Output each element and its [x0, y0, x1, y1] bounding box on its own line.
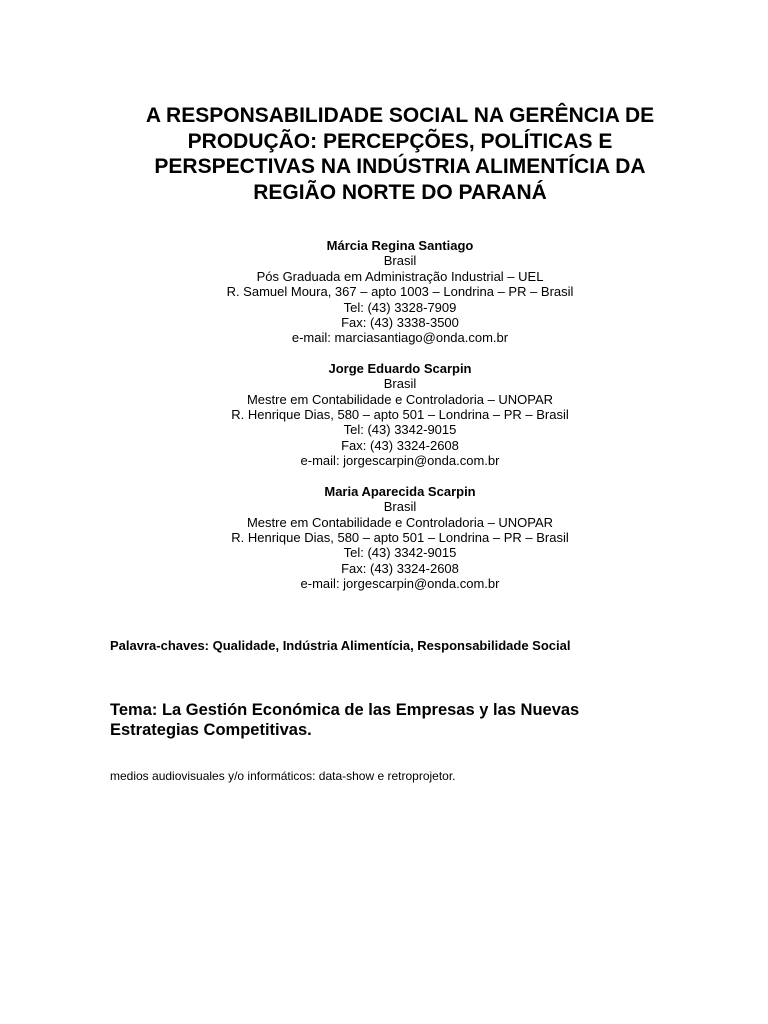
tema-line: Tema: La Gestión Económica de las Empresas y las Nuevas — [110, 701, 580, 719]
authors-section — [100, 238, 700, 607]
author-fax: Fax: (43) 3324-2608 — [341, 560, 459, 576]
author-block — [100, 238, 700, 346]
author-address: R. Henrique Dias, 580 – apto 501 – Londrina – PR – Brasil — [231, 529, 569, 545]
author-name: Márcia Regina Santiago — [326, 238, 474, 253]
tema-heading — [110, 700, 670, 740]
author-fax: Fax: (43) 3324-2608 — [341, 437, 459, 453]
author-email: e-mail: jorgescarpin@onda.com.br — [300, 453, 500, 469]
medios-note: medios audiovisuales y/o informáticos: data-show e retroprojetor. — [110, 769, 456, 783]
author-block — [100, 484, 700, 592]
author-country: Brasil — [383, 499, 417, 515]
author-fax: Fax: (43) 3338-3500 — [341, 315, 459, 331]
title-line: PERSPECTIVAS NA INDÚSTRIA ALIMENTÍCIA DA — [154, 155, 646, 178]
title-line: A RESPONSABILIDADE SOCIAL NA GERÊNCIA DE — [145, 104, 655, 127]
author-block — [100, 361, 700, 469]
keywords: Palavra-chaves: Qualidade, Indústria Alimentícia, Responsabilidade Social — [110, 638, 571, 653]
title-line: PRODUÇÃO: PERCEPÇÕES, POLÍTICAS E — [187, 129, 613, 153]
author-name: Jorge Eduardo Scarpin — [328, 360, 472, 376]
author-address: R. Henrique Dias, 580 – apto 501 – Londrina – PR – Brasil — [231, 407, 569, 423]
author-tel: Tel: (43) 3328-7909 — [343, 299, 457, 315]
tema-line: Estrategias Competitivas. — [110, 721, 312, 739]
author-country: Brasil — [383, 376, 417, 392]
author-degree: Mestre em Contabilidade e Controladoria – UNOPAR — [246, 514, 554, 530]
author-degree: Pós Graduada em Administração Industrial – UEL — [256, 268, 544, 284]
author-tel: Tel: (43) 3342-9015 — [343, 422, 457, 438]
author-email: e-mail: jorgescarpin@onda.com.br — [300, 576, 500, 592]
author-email: e-mail: marciasantiago@onda.com.br — [291, 330, 509, 346]
author-name: Maria Aparecida Scarpin — [324, 483, 476, 499]
title-line: REGIÃO NORTE DO PARANÁ — [253, 180, 547, 204]
author-tel: Tel: (43) 3342-9015 — [343, 545, 457, 561]
author-country: Brasil — [383, 253, 417, 269]
document-title — [90, 103, 710, 205]
author-address: R. Samuel Moura, 367 – apto 1003 – Londrina – PR – Brasil — [226, 284, 574, 300]
author-degree: Mestre em Contabilidade e Controladoria – UNOPAR — [246, 391, 554, 407]
